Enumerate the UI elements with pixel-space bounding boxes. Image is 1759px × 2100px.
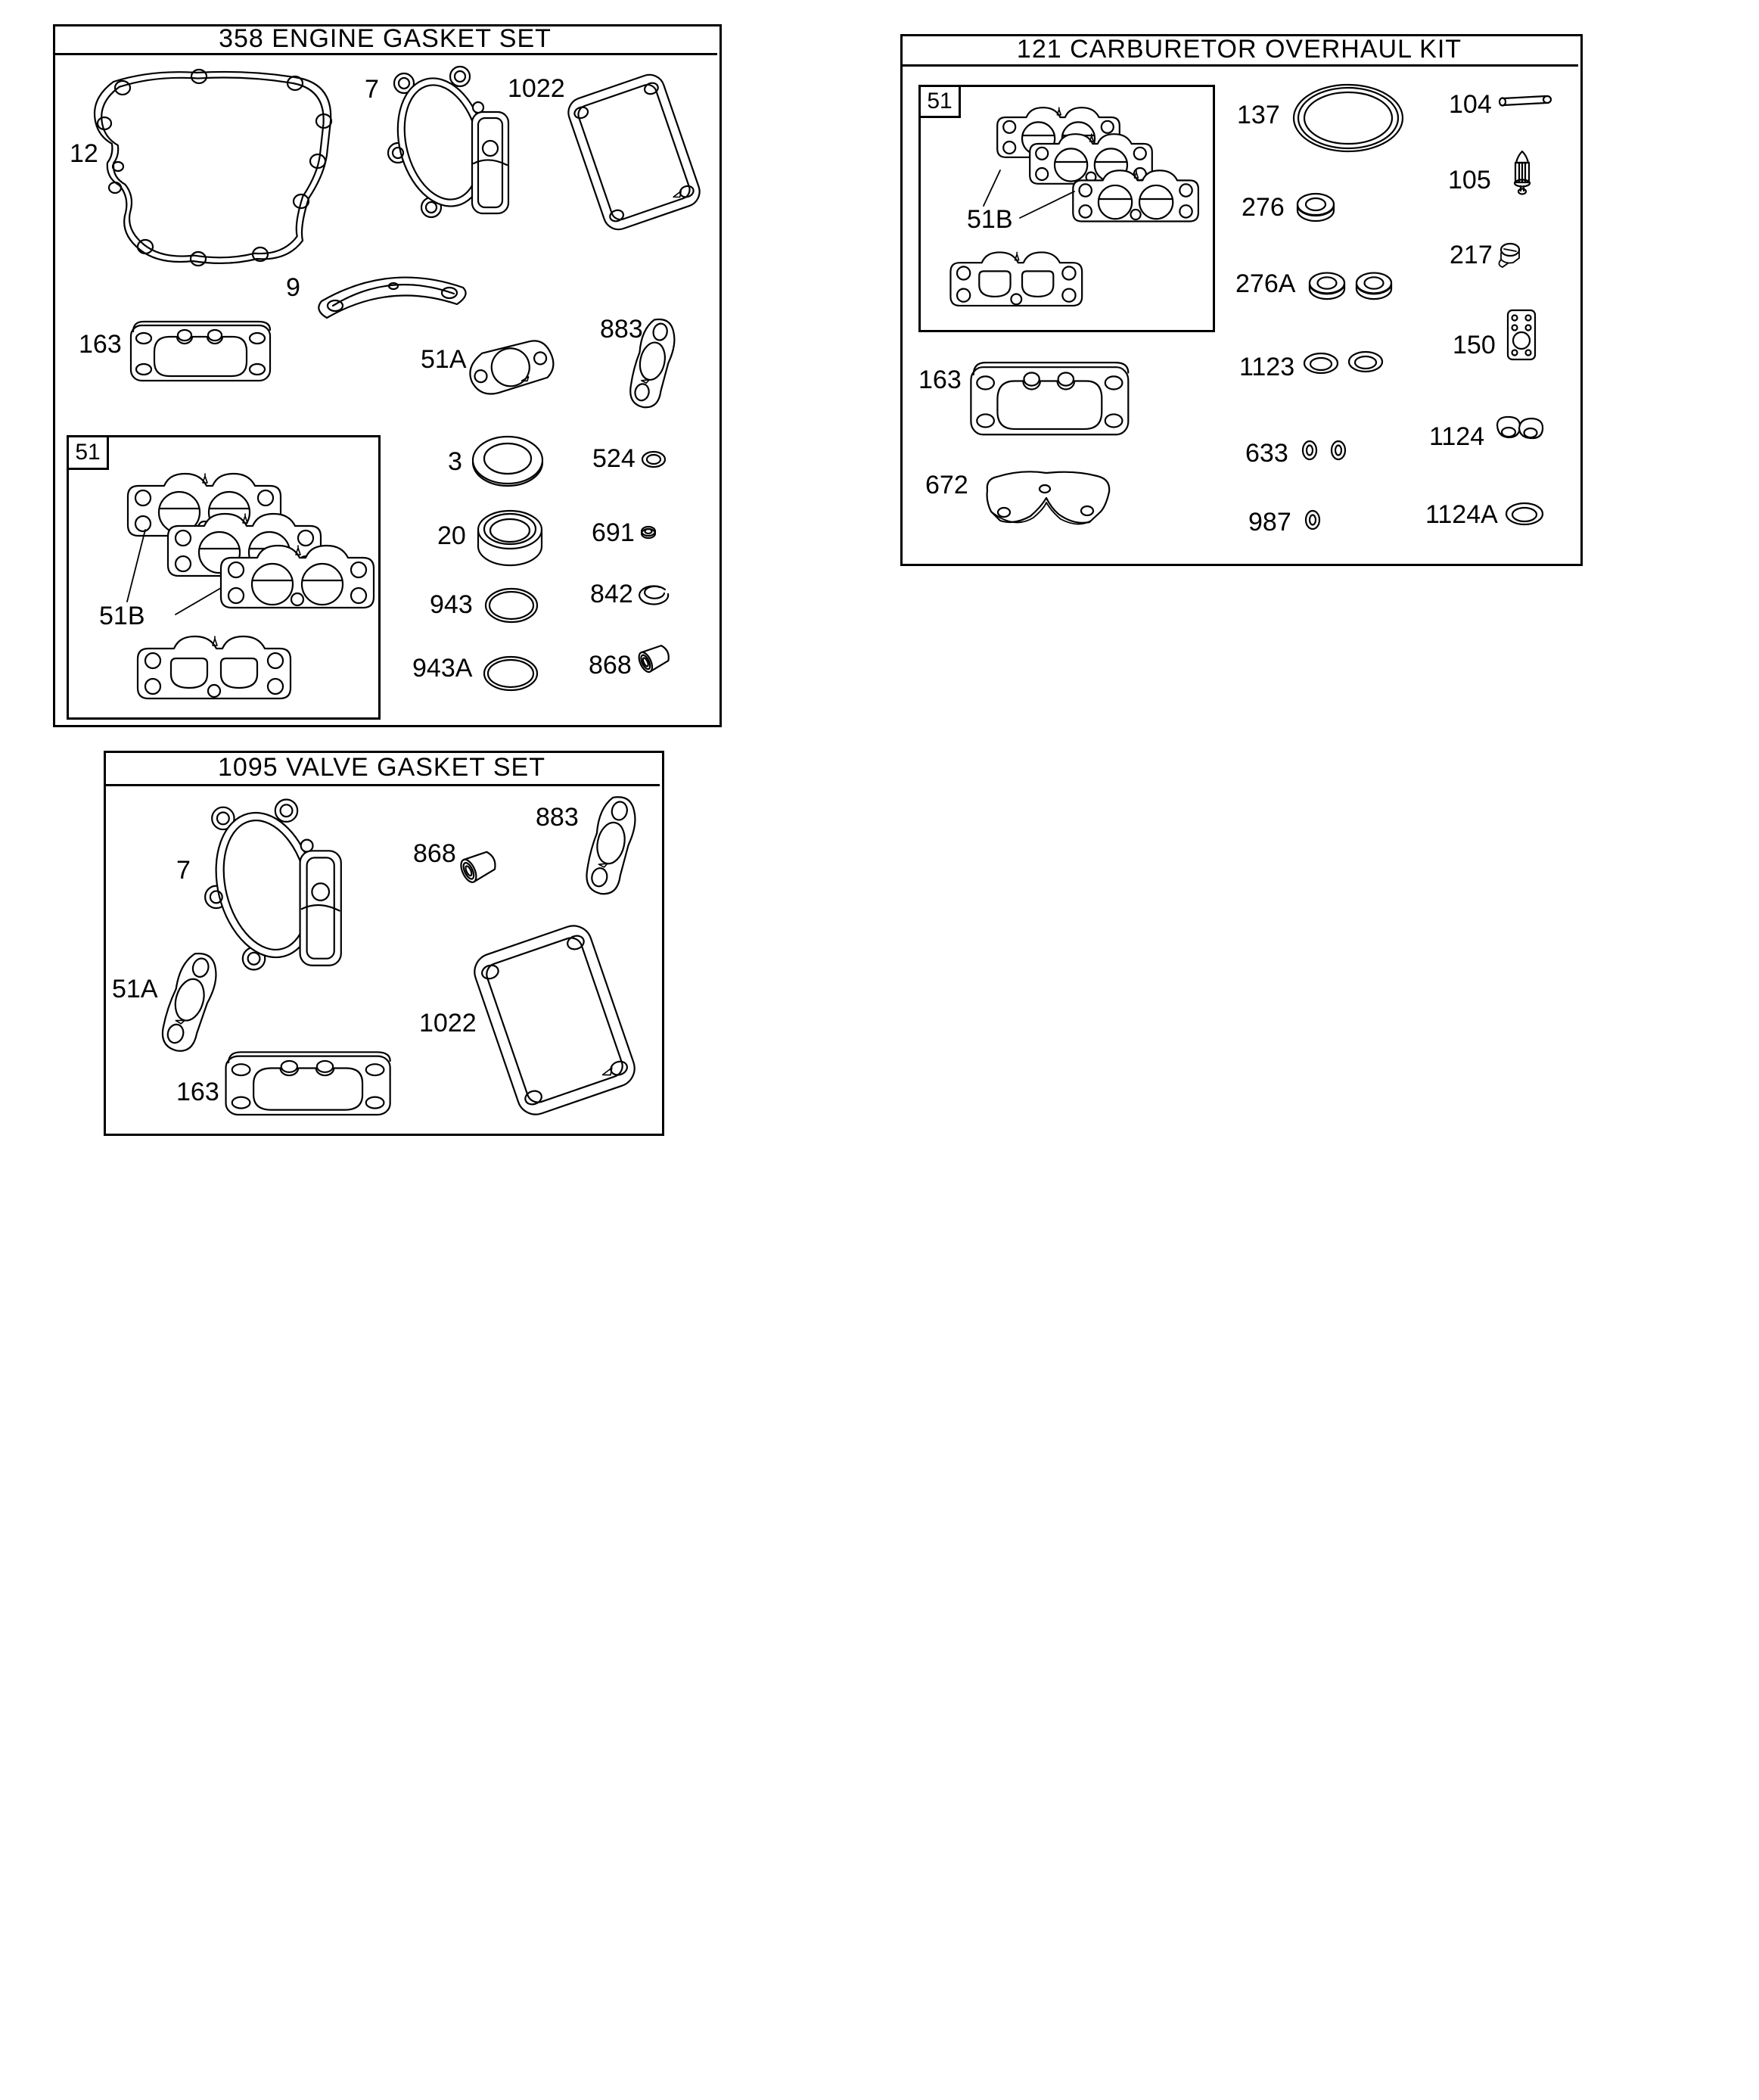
engine-51-subkit-tag <box>67 435 109 470</box>
part-label-51B: 51B <box>99 602 145 630</box>
part-label-9: 9 <box>286 273 300 302</box>
valve-label-868: 868 <box>413 839 456 868</box>
carb-label-987: 987 <box>1248 508 1291 537</box>
carb-label-150: 150 <box>1453 331 1496 359</box>
carb-label-276: 276 <box>1242 193 1285 222</box>
valve-label-1022: 1022 <box>419 1009 477 1038</box>
engine-51-subkit-box <box>67 435 381 720</box>
carb-51-subkit-box <box>918 85 1215 332</box>
part-label-51A: 51A <box>421 345 467 374</box>
valve-label-51A: 51A <box>112 975 158 1003</box>
valve-gasket-set-title: 1095 VALVE GASKET SET <box>104 751 660 786</box>
valve-label-883: 883 <box>536 803 579 832</box>
carb-label-163: 163 <box>918 366 962 394</box>
part-label-943: 943 <box>430 590 473 619</box>
carb-label-217: 217 <box>1450 241 1493 269</box>
part-label-20: 20 <box>437 521 466 550</box>
part-label-12: 12 <box>70 139 98 168</box>
carb-label-1124A: 1124A <box>1425 500 1498 529</box>
part-label-883: 883 <box>600 315 643 344</box>
carb-label-105: 105 <box>1448 166 1491 194</box>
carb-51-subkit-tag <box>918 85 961 118</box>
carb-label-633: 633 <box>1245 439 1288 468</box>
engine-51-subkit-label: 51 <box>75 440 101 465</box>
carb-label-1123: 1123 <box>1239 353 1295 381</box>
part-label-691: 691 <box>592 518 635 547</box>
part-label-842: 842 <box>590 580 633 608</box>
part-label-7: 7 <box>365 75 379 104</box>
engine-gasket-set-title: 358 ENGINE GASKET SET <box>53 24 717 55</box>
carb-label-51B: 51B <box>967 205 1013 234</box>
part-label-943A: 943A <box>412 654 473 683</box>
part-label-1022: 1022 <box>508 74 565 103</box>
carb-label-276A: 276A <box>1235 269 1296 298</box>
carb-label-672: 672 <box>925 471 968 499</box>
part-label-524: 524 <box>592 444 636 473</box>
part-label-3: 3 <box>448 447 462 476</box>
carb-label-104: 104 <box>1449 90 1492 119</box>
carb-label-1124: 1124 <box>1429 422 1485 451</box>
part-label-868: 868 <box>589 651 632 680</box>
carburetor-overhaul-kit-title: 121 CARBURETOR OVERHAUL KIT <box>900 34 1578 67</box>
carb-label-137: 137 <box>1237 101 1280 129</box>
carb-51-subkit-label: 51 <box>927 89 953 114</box>
valve-label-163: 163 <box>176 1078 219 1106</box>
valve-label-7: 7 <box>176 856 191 885</box>
part-label-163: 163 <box>79 330 122 359</box>
